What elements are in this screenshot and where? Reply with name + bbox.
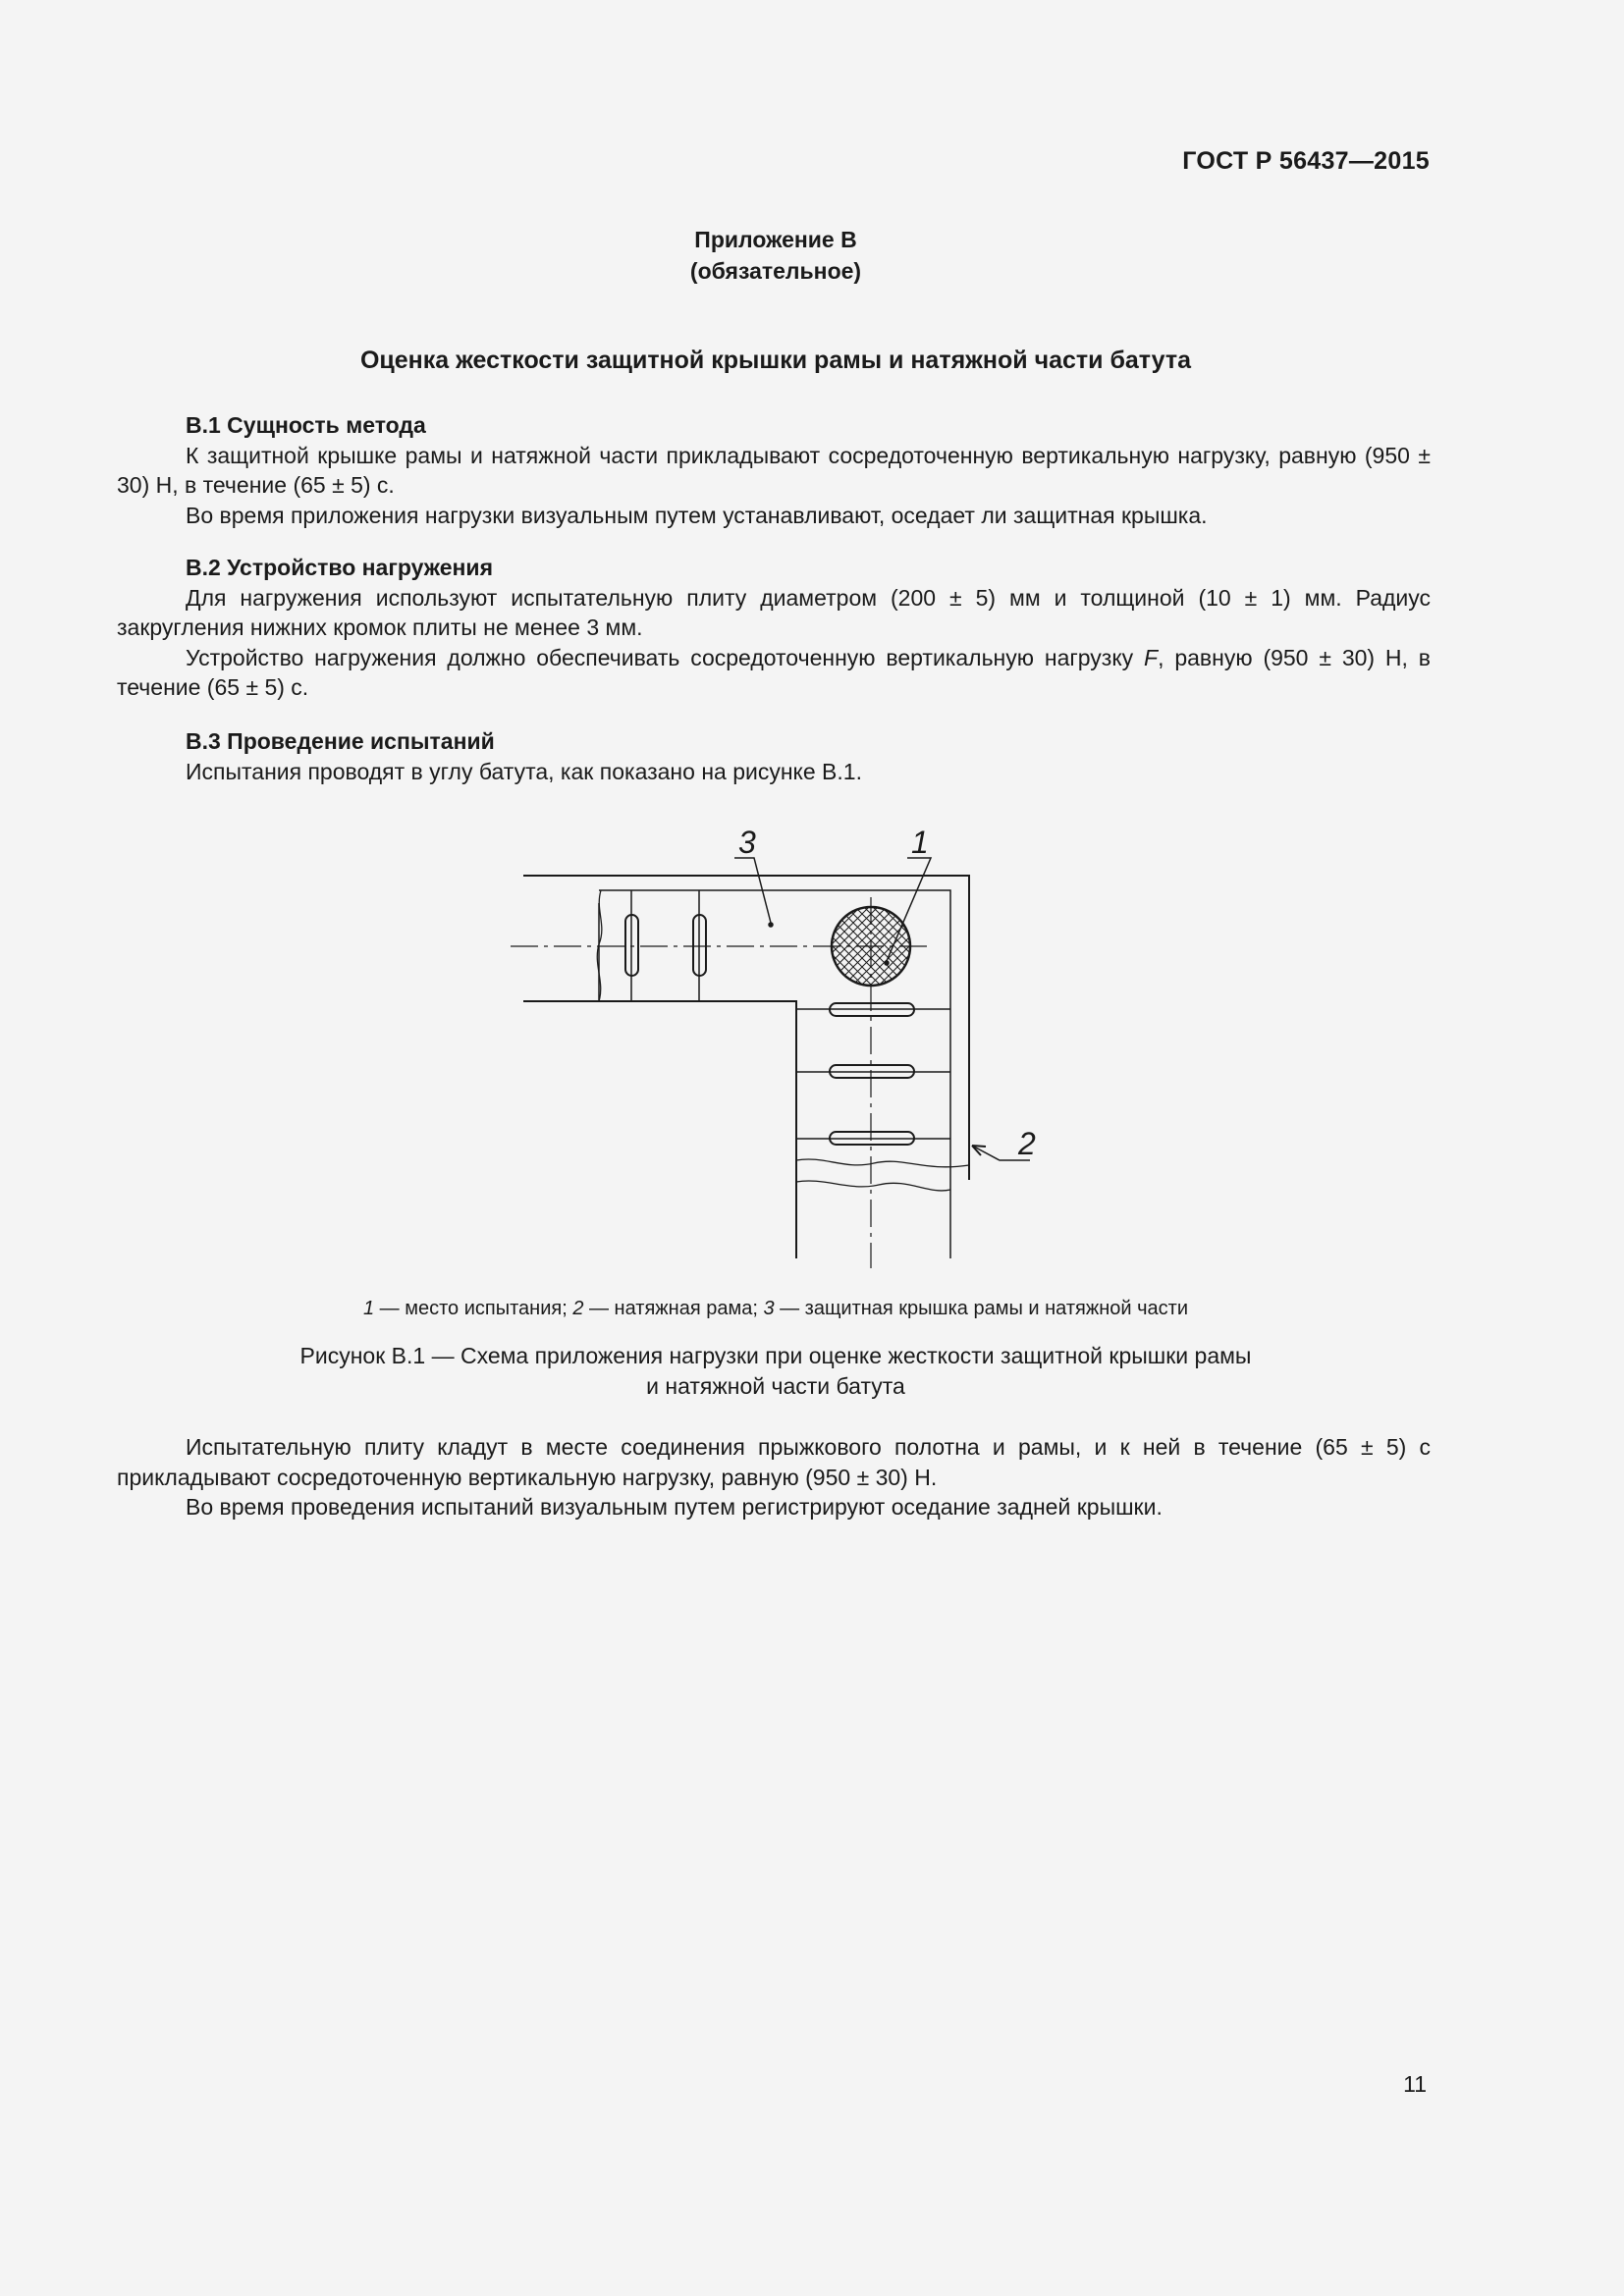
annex-status: (обязательное) [689,258,862,284]
paragraph: Испытательную плиту кладут в месте соединения прыжкового полотна и рамы, и к ней в течение (65 ± 5) с прикладывают сосредоточенную вертикальную нагрузку, равную (950 ± 30) Н. [117,1434,1431,1490]
callout-1: 1 [911,825,929,860]
callout-2: 2 [1018,1126,1036,1161]
closing-text [117,1432,1431,1522]
legend-number: 1 [362,1298,375,1319]
section-b1 [117,410,1431,530]
frame-inner-edge [523,1001,796,1258]
legend-number: 2 [572,1298,584,1319]
section-heading: В.1 Сущность метода [186,412,426,438]
figure-legend [0,1298,1551,1320]
standard-code: ГОСТ Р 56437—2015 [1182,147,1430,175]
paragraph: Во время проведения испытаний визуальным путем регистрируют оседание задней крышки. [186,1494,1163,1520]
legend-text: — защитная крышка рамы и натяжной части [774,1298,1188,1319]
paragraph [117,643,1431,703]
force-symbol: F [1144,644,1159,670]
paragraph-text: Устройство нагружения должно обеспечивать сосредоточенную вертикальную нагрузку [186,644,1134,670]
legend-text: — натяжная рама; [583,1298,764,1319]
section-heading: В.2 Устройство нагружения [186,555,493,580]
paragraph: Для нагружения используют испытательную плиту диаметром (200 ± 5) мм и толщиной (10 ± 1) мм. Радиус закругления нижних кромок плиты не менее 3 мм. [117,584,1431,640]
annex-heading: Оценка жесткости защитной крышки рамы и натяжной части батута [359,347,1192,374]
section-b3 [117,726,1431,786]
annex-title: Приложение В [694,227,857,252]
caption-line: Рисунок В.1 — Схема приложения нагрузки при оценке жесткости защитной крышки рамы [299,1343,1252,1368]
legend-number: 3 [763,1298,775,1319]
paragraph-text: , равную (950 ± 30) Н, в течение (65 ± 5) с. [117,644,1431,700]
caption-line: и натяжной части батута [646,1372,905,1399]
page-number: 11 [1403,2071,1427,2097]
legend-text: — место испытания; [374,1298,573,1319]
figure-b1 [491,817,1041,1278]
callout-3: 3 [738,825,756,860]
section-b2 [117,553,1431,703]
section-heading: В.3 Проведение испытаний [186,728,495,754]
paragraph: Во время приложения нагрузки визуальным путем устанавливают, оседает ли защитная крышка. [186,502,1208,528]
trampoline-corner-diagram [491,817,1041,1278]
paragraph: К защитной крышке рамы и натяжной части прикладывают сосредоточенную вертикальную нагрузку, равную (950 ± 30) Н, в течение (65 ± 5) с. [117,442,1431,498]
paragraph: Испытания проводят в углу батута, как показано на рисунке В.1. [186,758,862,784]
figure-caption [0,1341,1551,1401]
